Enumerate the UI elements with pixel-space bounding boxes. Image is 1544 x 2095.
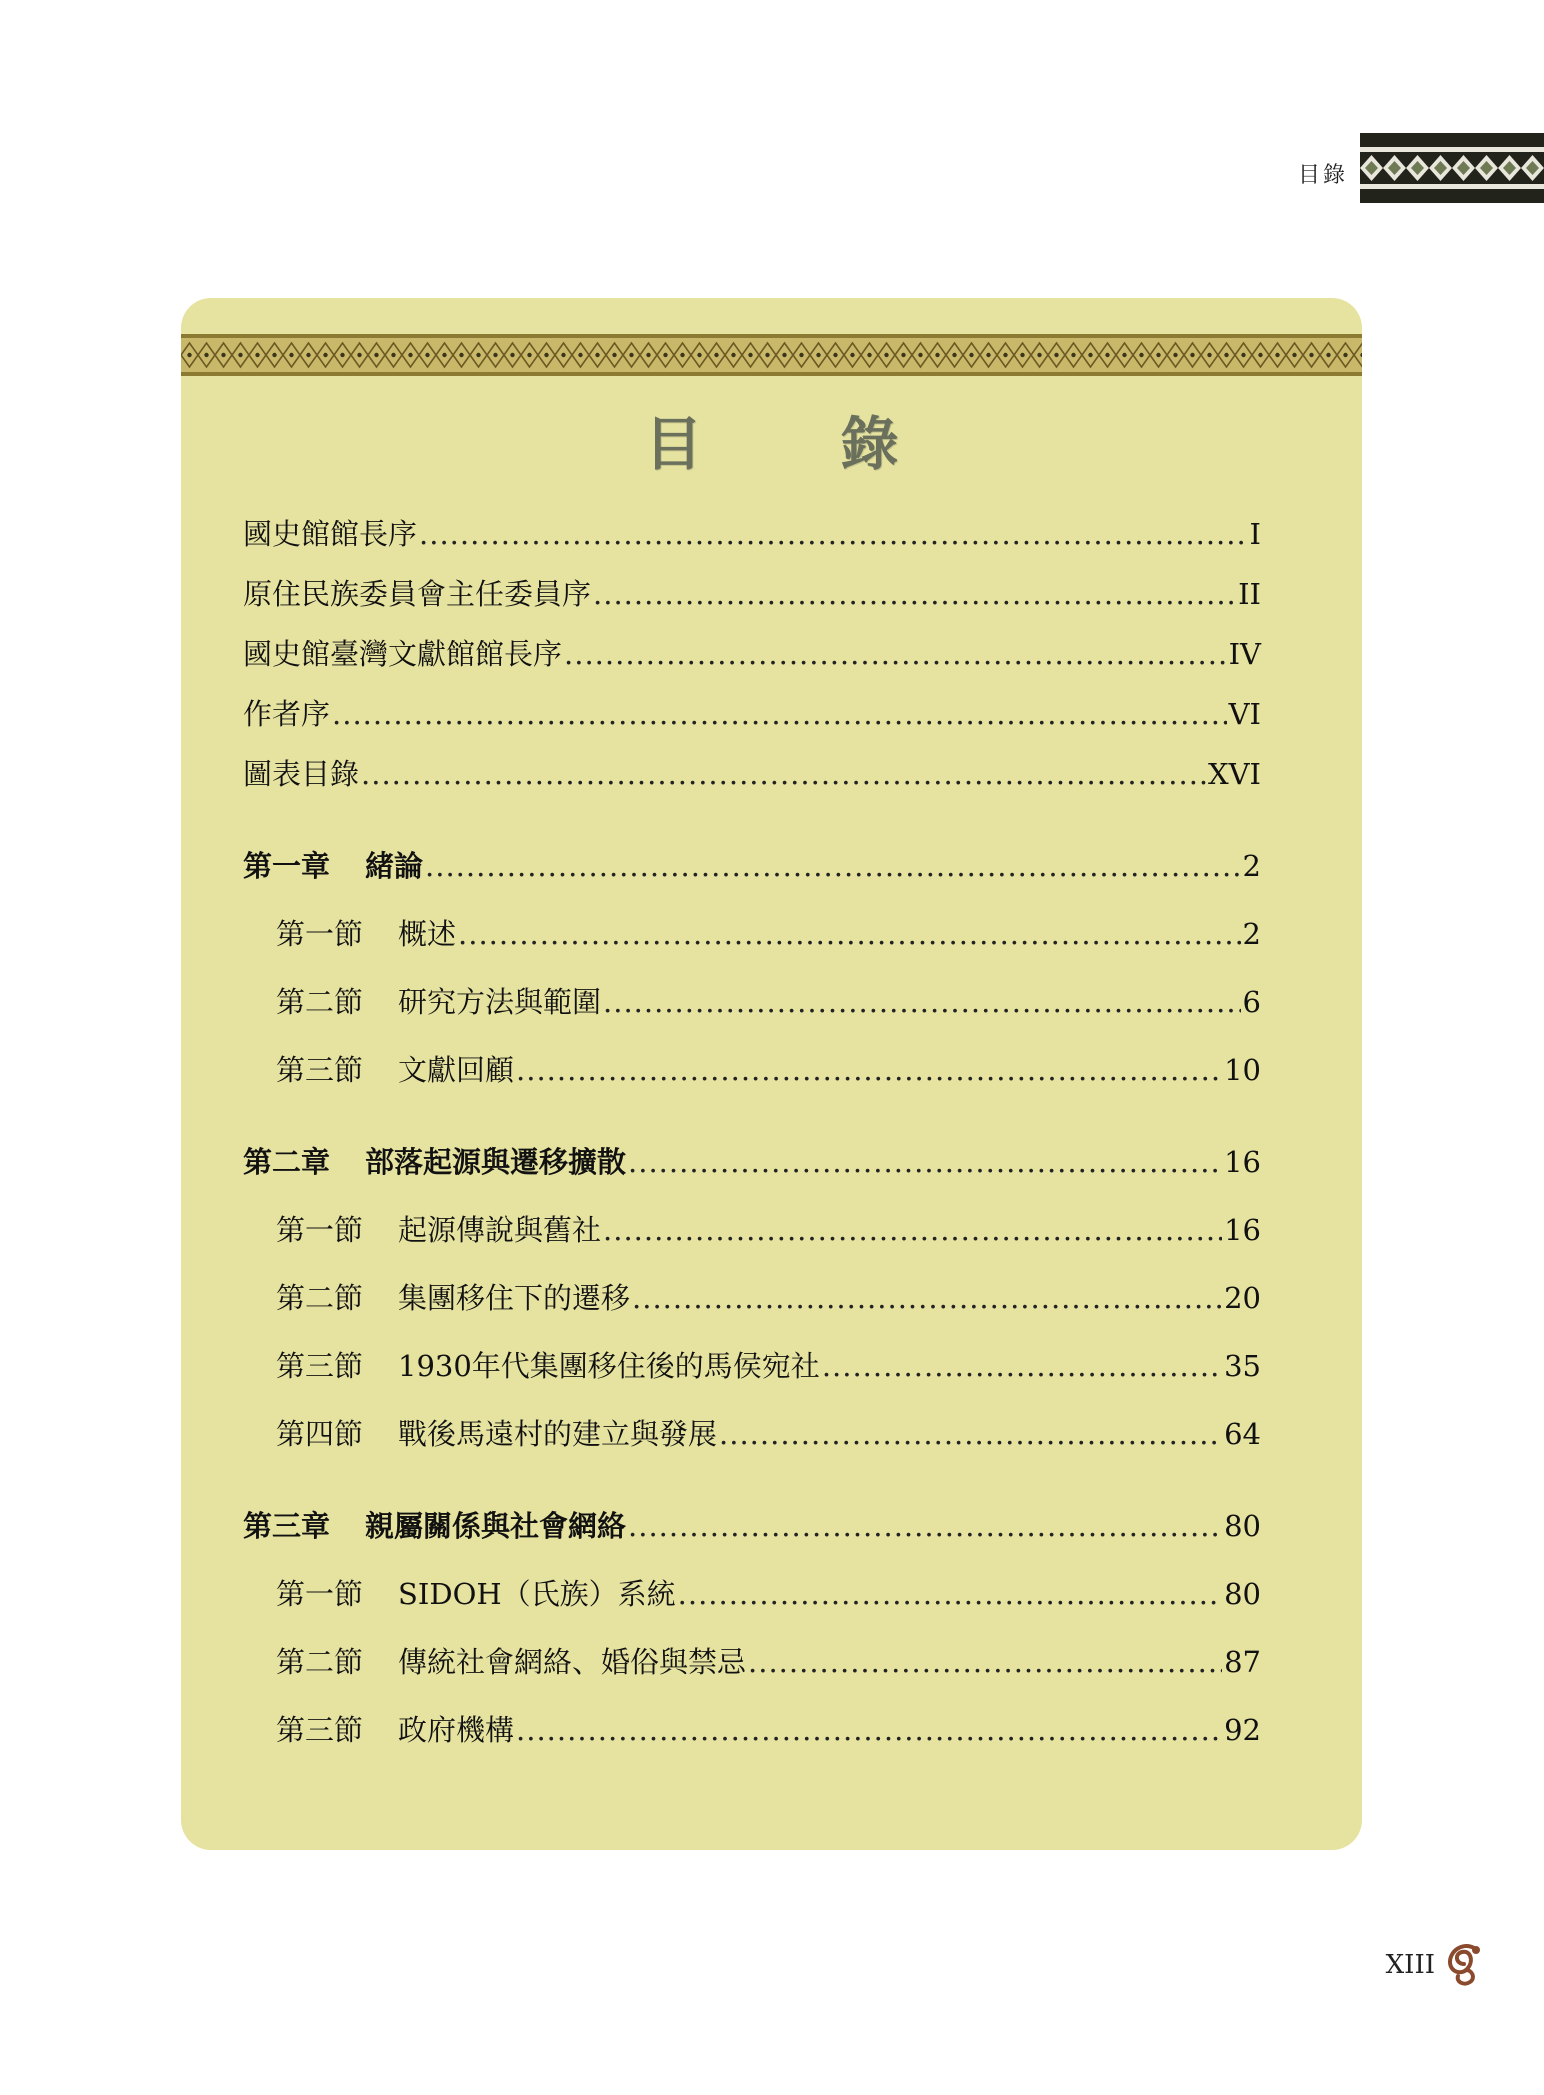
border-dot xyxy=(1241,353,1245,357)
border-dot xyxy=(527,353,531,357)
toc-chapter-3[interactable] xyxy=(243,1509,1261,1544)
toc-entry-front-5[interactable] xyxy=(243,757,1261,792)
toc-title: 目 錄 xyxy=(644,410,939,478)
entry-page: 92 xyxy=(1224,1713,1261,1747)
border-dot xyxy=(357,353,361,357)
section-number: 第一節 xyxy=(276,917,364,951)
entry-page: 6 xyxy=(1242,985,1261,1019)
toc-section-1-1[interactable] xyxy=(276,917,1261,952)
entry-page: XVI xyxy=(1207,757,1261,791)
border-dot xyxy=(1326,353,1330,357)
spiral-ornament-icon xyxy=(1442,1938,1486,1990)
entry-title: 國史館館長序 xyxy=(243,517,418,551)
border-dot xyxy=(1037,353,1041,357)
border-dot xyxy=(765,353,769,357)
border-dot xyxy=(391,353,395,357)
dot-leader xyxy=(603,1213,1222,1248)
toc-panel xyxy=(181,298,1362,1850)
border-dot xyxy=(272,353,276,357)
entry-title: 圖表目錄 xyxy=(243,757,360,791)
border-dot xyxy=(544,353,548,357)
entry-page: 20 xyxy=(1224,1281,1261,1315)
toc-entry-front-3[interactable] xyxy=(243,637,1261,672)
section-title: 1930年代集團移住後的馬侯宛社 xyxy=(398,1349,820,1383)
toc-entry-front-4[interactable] xyxy=(243,697,1261,732)
border-dot xyxy=(833,353,837,357)
border-dot xyxy=(1343,353,1347,357)
toc-entry-front-2[interactable] xyxy=(243,577,1261,612)
border-dot xyxy=(340,353,344,357)
chapter-title: 緒論 xyxy=(365,849,424,883)
entry-page: 16 xyxy=(1224,1213,1261,1247)
dot-leader xyxy=(419,517,1248,552)
dot-leader xyxy=(628,1145,1222,1180)
header-pattern-band xyxy=(1360,133,1544,203)
border-dot xyxy=(238,353,242,357)
border-dot xyxy=(459,353,463,357)
border-dot xyxy=(204,353,208,357)
chapter-title: 親屬關係與社會網絡 xyxy=(365,1509,627,1543)
toc-section-3-1[interactable] xyxy=(276,1577,1261,1612)
border-dot xyxy=(578,353,582,357)
section-title: 文獻回顧 xyxy=(398,1053,515,1087)
entry-page: VI xyxy=(1228,697,1261,731)
dot-leader xyxy=(748,1645,1222,1680)
section-title: 傳統社會網絡、婚俗與禁忌 xyxy=(398,1645,747,1679)
border-dot xyxy=(1122,353,1126,357)
chapter-number: 第二章 xyxy=(243,1145,331,1179)
section-number: 第一節 xyxy=(276,1577,364,1611)
entry-page: 80 xyxy=(1224,1577,1261,1611)
dot-leader xyxy=(425,849,1241,884)
border-dot xyxy=(1224,353,1228,357)
border-dot xyxy=(748,353,752,357)
border-dot xyxy=(1190,353,1194,357)
chapter-title: 部落起源與遷移擴散 xyxy=(365,1145,627,1179)
border-dot xyxy=(595,353,599,357)
border-dot xyxy=(918,353,922,357)
toc-section-2-3[interactable] xyxy=(276,1349,1261,1384)
border-dot xyxy=(714,353,718,357)
section-number: 第二節 xyxy=(276,1281,364,1315)
section-title: 集團移住下的遷移 xyxy=(398,1281,631,1315)
section-title: SIDOH（氏族）系統 xyxy=(398,1577,676,1611)
dot-leader xyxy=(516,1713,1222,1748)
entry-page: 87 xyxy=(1224,1645,1261,1679)
border-dot xyxy=(255,353,259,357)
toc-chapter-2[interactable] xyxy=(243,1145,1261,1180)
toc-section-3-2[interactable] xyxy=(276,1645,1261,1680)
dot-leader xyxy=(564,637,1227,672)
border-dot xyxy=(663,353,667,357)
border-dot xyxy=(1105,353,1109,357)
toc-chapter-1[interactable] xyxy=(243,849,1261,884)
border-dot xyxy=(1292,353,1296,357)
toc-section-3-3[interactable] xyxy=(276,1713,1261,1748)
page-number: XIII xyxy=(1385,1950,1435,1980)
border-dot xyxy=(1309,353,1313,357)
section-title: 概述 xyxy=(398,917,457,951)
entry-page: 35 xyxy=(1224,1349,1261,1383)
entry-page: IV xyxy=(1228,637,1261,671)
entry-page: 2 xyxy=(1242,917,1261,951)
section-number: 第三節 xyxy=(276,1053,364,1087)
decorative-border xyxy=(181,334,1362,376)
dot-leader xyxy=(593,577,1236,612)
border-dot xyxy=(1054,353,1058,357)
border-dot xyxy=(493,353,497,357)
border-dot xyxy=(629,353,633,357)
section-number: 第三節 xyxy=(276,1713,364,1747)
toc-section-1-2[interactable] xyxy=(276,985,1261,1020)
border-dot xyxy=(510,353,514,357)
dot-leader xyxy=(458,917,1241,952)
entry-title: 作者序 xyxy=(243,697,331,731)
border-dot xyxy=(1275,353,1279,357)
toc-entry-front-1[interactable] xyxy=(243,517,1261,552)
entry-page: 2 xyxy=(1242,849,1261,883)
border-dot xyxy=(1088,353,1092,357)
border-dot xyxy=(782,353,786,357)
border-dot xyxy=(374,353,378,357)
border-dot xyxy=(799,353,803,357)
section-title: 研究方法與範圍 xyxy=(398,985,602,1019)
border-dot xyxy=(867,353,871,357)
entry-page: 16 xyxy=(1224,1145,1261,1179)
border-dot xyxy=(1207,353,1211,357)
border-dot xyxy=(1258,353,1262,357)
toc-section-2-4[interactable] xyxy=(276,1417,1261,1452)
border-dot xyxy=(442,353,446,357)
border-dot xyxy=(1020,353,1024,357)
entry-page: 10 xyxy=(1224,1053,1261,1087)
toc-section-2-1[interactable] xyxy=(276,1213,1261,1248)
running-header: 目錄 xyxy=(1297,163,1348,188)
border-dot xyxy=(425,353,429,357)
border-dot xyxy=(680,353,684,357)
chapter-number: 第一章 xyxy=(243,849,331,883)
border-dot xyxy=(986,353,990,357)
section-number: 第二節 xyxy=(276,1645,364,1679)
border-dot xyxy=(935,353,939,357)
dot-leader xyxy=(632,1281,1222,1316)
section-title: 起源傳說與舊社 xyxy=(398,1213,602,1247)
border-dot xyxy=(816,353,820,357)
border-dot xyxy=(476,353,480,357)
border-dot xyxy=(952,353,956,357)
border-dot xyxy=(1003,353,1007,357)
border-dot xyxy=(1156,353,1160,357)
border-dot xyxy=(1173,353,1177,357)
dot-leader xyxy=(332,697,1227,732)
section-number: 第四節 xyxy=(276,1417,364,1451)
border-dot xyxy=(408,353,412,357)
dot-leader xyxy=(822,1349,1222,1384)
border-dot xyxy=(289,353,293,357)
entry-page: I xyxy=(1249,517,1261,551)
border-dot xyxy=(884,353,888,357)
dot-leader xyxy=(361,757,1206,792)
entry-page: II xyxy=(1238,577,1261,611)
toc-section-2-2[interactable] xyxy=(276,1281,1261,1316)
toc-section-1-3[interactable] xyxy=(276,1053,1261,1088)
border-dot xyxy=(646,353,650,357)
dot-leader xyxy=(603,985,1241,1020)
section-title: 戰後馬遠村的建立與發展 xyxy=(398,1417,718,1451)
entry-page: 64 xyxy=(1224,1417,1261,1451)
border-dot xyxy=(1071,353,1075,357)
dot-leader xyxy=(719,1417,1222,1452)
dot-leader xyxy=(516,1053,1222,1088)
border-dot xyxy=(1139,353,1143,357)
border-dot xyxy=(561,353,565,357)
entry-title: 國史館臺灣文獻館館長序 xyxy=(243,637,563,671)
border-dot xyxy=(850,353,854,357)
chapter-number: 第三章 xyxy=(243,1509,331,1543)
dot-leader xyxy=(628,1509,1222,1544)
dot-leader xyxy=(678,1577,1222,1612)
border-dot xyxy=(731,353,735,357)
border-dot xyxy=(612,353,616,357)
section-title: 政府機構 xyxy=(398,1713,515,1747)
border-dot xyxy=(901,353,905,357)
section-number: 第一節 xyxy=(276,1213,364,1247)
border-dot xyxy=(187,353,191,357)
entry-page: 80 xyxy=(1224,1509,1261,1543)
section-number: 第三節 xyxy=(276,1349,364,1383)
border-dot xyxy=(323,353,327,357)
section-number: 第二節 xyxy=(276,985,364,1019)
border-dot xyxy=(306,353,310,357)
border-dot xyxy=(969,353,973,357)
border-dot xyxy=(221,353,225,357)
entry-title: 原住民族委員會主任委員序 xyxy=(243,577,592,611)
border-dot xyxy=(697,353,701,357)
